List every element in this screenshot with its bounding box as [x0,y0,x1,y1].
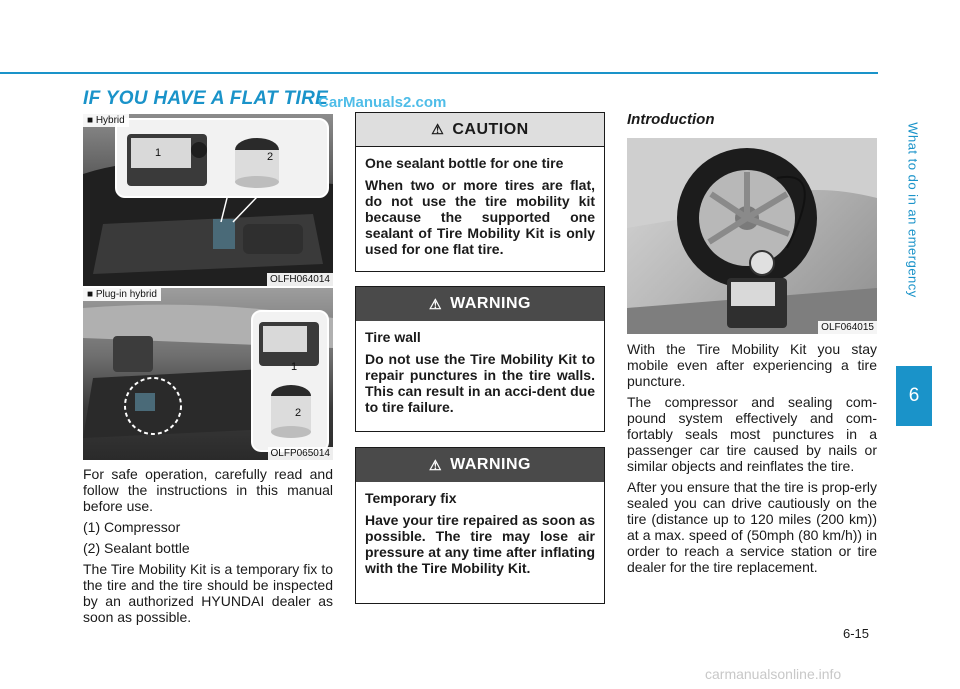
watermark-top: CarManuals2.com [318,94,447,111]
paragraph: (2) Sealant bottle [83,540,190,556]
caution-heading-text: CAUTION [452,120,529,138]
warning-lead: Temporary fix [365,490,457,506]
page-number: 6-15 [843,626,870,641]
paragraph: After you ensure that the tire is prop-erly sealed you can drive cautiously on the tire (distance up to 120 miles (200 km)) at a max. speed of (50mph (80 km/h)) in order to reach a service station or tire dealer for the tire replacement. [627,479,877,575]
warning-triangle-icon: ⚠ [429,295,443,312]
warning-body [356,321,604,429]
caution-text: When two or more tires are flat, do not use the tire mobility kit because the supported one sealant of Tire Mobility Kit is only used for one flat tire. [365,177,595,257]
compressor-and-sealant-icon [253,312,327,450]
warning-lead: Tire wall [365,329,421,345]
paragraph: For safe operation, carefully read and follow the instructions in this manual before use. [83,466,333,514]
kit-inset [115,118,329,198]
warning-heading-text: WARNING [450,295,531,312]
warning-text: Do not use the Tire Mobility Kit to repair punctures in the tire walls. This can result in an acci-dent due to tire failure. [365,351,595,415]
warning-heading [356,287,604,321]
kit-inset [251,310,329,452]
paragraph: (1) Compressor [83,519,181,535]
warning-text: Have your tire repaired as soon as possible. The tire may lose air pressure at any time after inflating with the Tire Mobility Kit. [365,512,595,576]
chapter-title: What to do in an emergency [905,122,921,298]
chapter-title-vertical [905,80,921,340]
hybrid-figure-code: OLFH064014 [267,273,333,286]
compressor-and-sealant-icon [117,120,327,196]
plugin-hybrid-trunk-figure [83,288,333,460]
warning-box-tire-wall [355,286,605,432]
warning-box-temporary-fix [355,447,605,604]
chapter-number-tab: 6 [896,366,932,426]
tire-compressor-illustration [627,138,877,334]
paragraph: With the Tire Mobility Kit you stay mobile even after experiencing a tire puncture. [627,341,877,389]
warning-body [356,482,604,590]
svg-text:2: 2 [295,407,302,419]
caution-heading [356,113,604,147]
caution-body [356,147,604,271]
right-column-text [627,341,877,580]
left-column-text [83,466,333,630]
tire-repair-figure [627,138,877,334]
introduction-heading: Introduction [627,111,715,128]
watermark-bottom: carmanualsonline.info [705,666,842,682]
warning-triangle-icon: ⚠ [429,456,443,473]
top-rule [0,72,878,74]
hybrid-trunk-figure [83,114,333,286]
caution-box [355,112,605,272]
paragraph: The compressor and sealing com-pound system effectively and com-fortably seals most punctures in a passenger car tire caused by nails or similar objects and reinflates the tire. [627,394,877,474]
caution-lead: One sealant bottle for one tire [365,155,564,171]
hybrid-label: ■ Hybrid [83,114,129,127]
warning-heading-text: WARNING [450,456,531,473]
warning-triangle-icon: ⚠ [431,121,445,137]
paragraph: The Tire Mobility Kit is a temporary fix to the tire and the tire should be inspected by an authorized HYUNDAI dealer as soon as possible. [83,561,333,625]
intro-figure-code: OLF064015 [818,321,877,334]
svg-text:2: 2 [267,151,274,163]
plugin-figure-code: OLFP065014 [268,447,334,460]
svg-text:1: 1 [155,147,162,159]
section-title: IF YOU HAVE A FLAT TIRE [83,88,329,109]
svg-text:1: 1 [291,361,298,373]
plugin-hybrid-label: ■ Plug-in hybrid [83,288,161,301]
warning-heading [356,448,604,482]
